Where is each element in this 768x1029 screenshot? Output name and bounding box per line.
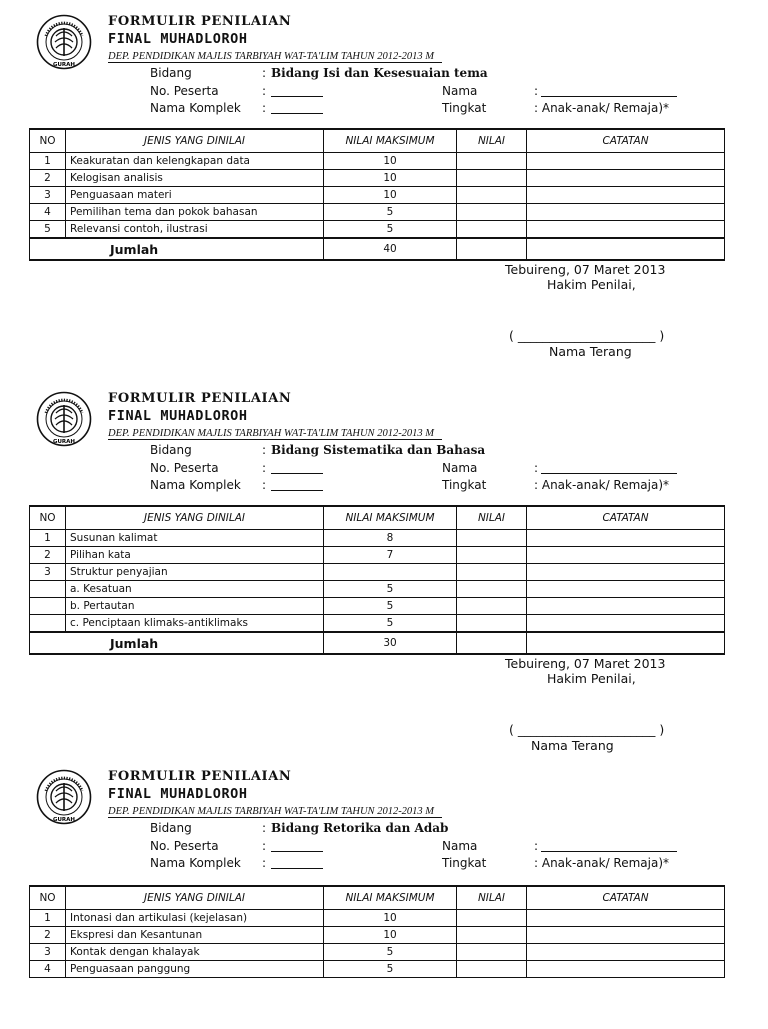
row-criterion: Struktur penyajian <box>66 564 324 581</box>
no-peserta-field[interactable] <box>271 473 323 474</box>
col-nilai-header: NILAI <box>457 886 527 910</box>
nama-komplek-field[interactable] <box>271 490 323 491</box>
score-table <box>29 885 725 978</box>
row-no: 1 <box>30 530 66 547</box>
row-notes-cell[interactable] <box>527 961 725 978</box>
table-row <box>30 927 725 944</box>
nama-field[interactable] <box>541 473 677 474</box>
row-score-cell[interactable] <box>457 927 527 944</box>
signature-line[interactable]: ( ______________________ ) <box>509 328 665 343</box>
row-no: 3 <box>30 564 66 581</box>
table-row <box>30 961 725 978</box>
row-no: 3 <box>30 944 66 961</box>
logo-lettering: GURAH <box>52 62 76 68</box>
nama-komplek-label: Nama Komplek <box>150 856 241 870</box>
row-criterion: Pilihan kata <box>66 547 324 564</box>
nama-field[interactable] <box>541 96 677 97</box>
tingkat-value: : Anak-anak/ Remaja)* <box>534 478 670 492</box>
row-score-cell[interactable] <box>457 170 527 187</box>
total-score-cell[interactable] <box>457 238 527 260</box>
department-line: DEP. PENDIDIKAN MAJLIS TARBIYAH WAT-TA'LIM TAHUN 2012-2013 M <box>108 51 442 63</box>
no-peserta-field[interactable] <box>271 96 323 97</box>
total-label: Jumlah <box>30 632 324 654</box>
table-row <box>30 615 725 633</box>
row-score-cell[interactable] <box>457 581 527 598</box>
col-jenis-header: JENIS YANG DINILAI <box>66 506 324 530</box>
row-criterion: Penguasaan panggung <box>66 961 324 978</box>
nama-label: Nama <box>442 84 478 98</box>
col-catatan-header: CATATAN <box>527 129 725 153</box>
form-subtitle: FINAL MUHADLOROH <box>108 786 248 802</box>
row-max-score: 10 <box>324 927 457 944</box>
table-row <box>30 187 725 204</box>
row-notes-cell[interactable] <box>527 944 725 961</box>
name-label: Nama Terang <box>549 344 632 359</box>
judge-role: Hakim Penilai, <box>547 671 636 686</box>
table-row <box>30 221 725 239</box>
row-notes-cell[interactable] <box>527 581 725 598</box>
row-criterion: Relevansi contoh, ilustrasi <box>66 221 324 239</box>
no-peserta-label: No. Peserta <box>150 84 219 98</box>
row-no: 3 <box>30 187 66 204</box>
row-criterion: Keakuratan dan kelengkapan data <box>66 153 324 170</box>
logo-lettering: GURAH <box>52 439 76 445</box>
col-nilai-header: NILAI <box>457 506 527 530</box>
institution-logo-icon <box>36 14 92 70</box>
row-notes-cell[interactable] <box>527 153 725 170</box>
colon: : <box>534 84 539 98</box>
institution-logo-icon <box>36 769 92 825</box>
row-max-score: 5 <box>324 615 457 633</box>
form-title: FORMULIR PENILAIAN <box>108 391 292 406</box>
total-label: Jumlah <box>30 238 324 260</box>
nama-label: Nama <box>442 839 478 853</box>
row-criterion: Kontak dengan khalayak <box>66 944 324 961</box>
row-no <box>30 598 66 615</box>
table-row <box>30 910 725 927</box>
col-catatan-header: CATATAN <box>527 886 725 910</box>
colon: : <box>262 839 267 853</box>
row-no: 2 <box>30 170 66 187</box>
row-max-score <box>324 564 457 581</box>
form-title: FORMULIR PENILAIAN <box>108 14 292 29</box>
row-max-score: 8 <box>324 530 457 547</box>
institution-logo-icon <box>36 391 92 447</box>
total-row <box>30 632 725 654</box>
row-criterion: c. Penciptaan klimaks-antiklimaks <box>66 615 324 633</box>
nama-komplek-field[interactable] <box>271 868 323 869</box>
nama-komplek-field[interactable] <box>271 113 323 114</box>
row-max-score: 5 <box>324 961 457 978</box>
colon: : <box>262 856 267 870</box>
row-notes-cell[interactable] <box>527 204 725 221</box>
col-nilai-header: NILAI <box>457 129 527 153</box>
tingkat-label: Tingkat <box>442 478 487 492</box>
row-no: 2 <box>30 927 66 944</box>
colon: : <box>262 478 267 492</box>
name-label: Nama Terang <box>531 738 614 753</box>
bidang-label: Bidang <box>150 66 192 80</box>
colon: : <box>262 66 267 80</box>
table-header-row <box>30 886 725 910</box>
score-table <box>29 128 725 261</box>
department-line: DEP. PENDIDIKAN MAJLIS TARBIYAH WAT-TA'LIM TAHUN 2012-2013 M <box>108 806 442 818</box>
row-no: 4 <box>30 204 66 221</box>
row-max-score: 7 <box>324 547 457 564</box>
assessment-form <box>0 769 768 1029</box>
form-subtitle: FINAL MUHADLOROH <box>108 31 248 47</box>
judge-role: Hakim Penilai, <box>547 277 636 292</box>
row-score-cell[interactable] <box>457 944 527 961</box>
table-row <box>30 581 725 598</box>
bidang-value: Bidang Isi dan Kesesuaian tema <box>271 66 488 80</box>
row-no: 1 <box>30 153 66 170</box>
form-title: FORMULIR PENILAIAN <box>108 769 292 784</box>
col-catatan-header: CATATAN <box>527 506 725 530</box>
row-criterion: a. Kesatuan <box>66 581 324 598</box>
nama-field[interactable] <box>541 851 677 852</box>
no-peserta-label: No. Peserta <box>150 839 219 853</box>
row-notes-cell[interactable] <box>527 547 725 564</box>
row-score-cell[interactable] <box>457 204 527 221</box>
row-notes-cell[interactable] <box>527 910 725 927</box>
col-nilai-max-header: NILAI MAKSIMUM <box>324 506 457 530</box>
row-no: 1 <box>30 910 66 927</box>
row-max-score: 5 <box>324 598 457 615</box>
row-notes-cell[interactable] <box>527 221 725 239</box>
table-row <box>30 153 725 170</box>
total-notes-cell[interactable] <box>527 238 725 260</box>
score-table <box>29 505 725 655</box>
row-score-cell[interactable] <box>457 530 527 547</box>
row-no: 5 <box>30 221 66 239</box>
row-max-score: 5 <box>324 581 457 598</box>
tingkat-label: Tingkat <box>442 101 487 115</box>
total-score-cell[interactable] <box>457 632 527 654</box>
row-score-cell[interactable] <box>457 910 527 927</box>
total-notes-cell[interactable] <box>527 632 725 654</box>
row-score-cell[interactable] <box>457 615 527 633</box>
row-criterion: Pemilihan tema dan pokok bahasan <box>66 204 324 221</box>
tingkat-value: : Anak-anak/ Remaja)* <box>534 101 670 115</box>
col-jenis-header: JENIS YANG DINILAI <box>66 886 324 910</box>
total-max-score: 30 <box>324 632 457 654</box>
nama-label: Nama <box>442 461 478 475</box>
row-max-score: 10 <box>324 170 457 187</box>
row-score-cell[interactable] <box>457 187 527 204</box>
bidang-value: Bidang Retorika dan Adab <box>271 821 449 835</box>
row-score-cell[interactable] <box>457 547 527 564</box>
row-score-cell[interactable] <box>457 961 527 978</box>
assessment-form <box>0 14 768 359</box>
row-no <box>30 615 66 633</box>
col-nilai-max-header: NILAI MAKSIMUM <box>324 129 457 153</box>
colon: : <box>262 101 267 115</box>
table-row <box>30 170 725 187</box>
department-line: DEP. PENDIDIKAN MAJLIS TARBIYAH WAT-TA'LIM TAHUN 2012-2013 M <box>108 428 442 440</box>
signature-line[interactable]: ( ______________________ ) <box>509 722 665 737</box>
row-criterion: Penguasaan materi <box>66 187 324 204</box>
row-notes-cell[interactable] <box>527 927 725 944</box>
assessment-form <box>0 391 768 753</box>
table-row <box>30 530 725 547</box>
row-max-score: 10 <box>324 153 457 170</box>
bidang-value: Bidang Sistematika dan Bahasa <box>271 443 486 457</box>
row-notes-cell[interactable] <box>527 187 725 204</box>
row-max-score: 10 <box>324 910 457 927</box>
colon: : <box>262 461 267 475</box>
colon: : <box>262 443 267 457</box>
place-date: Tebuireng, 07 Maret 2013 <box>505 656 666 671</box>
tingkat-value: : Anak-anak/ Remaja)* <box>534 856 670 870</box>
table-header-row <box>30 506 725 530</box>
col-no-header: NO <box>30 129 66 153</box>
col-jenis-header: JENIS YANG DINILAI <box>66 129 324 153</box>
total-row <box>30 238 725 260</box>
colon: : <box>262 84 267 98</box>
row-score-cell[interactable] <box>457 221 527 239</box>
row-criterion: Intonasi dan artikulasi (kejelasan) <box>66 910 324 927</box>
table-row <box>30 547 725 564</box>
row-criterion: Kelogisan analisis <box>66 170 324 187</box>
col-nilai-max-header: NILAI MAKSIMUM <box>324 886 457 910</box>
colon: : <box>262 821 267 835</box>
row-notes-cell[interactable] <box>527 170 725 187</box>
form-subtitle: FINAL MUHADLOROH <box>108 408 248 424</box>
colon: : <box>534 461 539 475</box>
bidang-label: Bidang <box>150 821 192 835</box>
table-row <box>30 564 725 581</box>
row-notes-cell[interactable] <box>527 564 725 581</box>
row-max-score: 5 <box>324 204 457 221</box>
row-score-cell[interactable] <box>457 564 527 581</box>
row-criterion: Ekspresi dan Kesantunan <box>66 927 324 944</box>
row-max-score: 5 <box>324 944 457 961</box>
table-row <box>30 944 725 961</box>
place-date: Tebuireng, 07 Maret 2013 <box>505 262 666 277</box>
row-notes-cell[interactable] <box>527 598 725 615</box>
bidang-label: Bidang <box>150 443 192 457</box>
row-max-score: 5 <box>324 221 457 239</box>
row-no: 4 <box>30 961 66 978</box>
tingkat-label: Tingkat <box>442 856 487 870</box>
table-row <box>30 204 725 221</box>
col-no-header: NO <box>30 886 66 910</box>
row-notes-cell[interactable] <box>527 615 725 633</box>
row-no <box>30 581 66 598</box>
row-criterion: b. Pertautan <box>66 598 324 615</box>
row-score-cell[interactable] <box>457 598 527 615</box>
row-max-score: 10 <box>324 187 457 204</box>
table-row <box>30 598 725 615</box>
nama-komplek-label: Nama Komplek <box>150 101 241 115</box>
colon: : <box>534 839 539 853</box>
row-notes-cell[interactable] <box>527 530 725 547</box>
logo-lettering: GURAH <box>52 817 76 823</box>
row-criterion: Susunan kalimat <box>66 530 324 547</box>
nama-komplek-label: Nama Komplek <box>150 478 241 492</box>
table-header-row <box>30 129 725 153</box>
row-no: 2 <box>30 547 66 564</box>
col-no-header: NO <box>30 506 66 530</box>
total-max-score: 40 <box>324 238 457 260</box>
no-peserta-label: No. Peserta <box>150 461 219 475</box>
row-score-cell[interactable] <box>457 153 527 170</box>
no-peserta-field[interactable] <box>271 851 323 852</box>
